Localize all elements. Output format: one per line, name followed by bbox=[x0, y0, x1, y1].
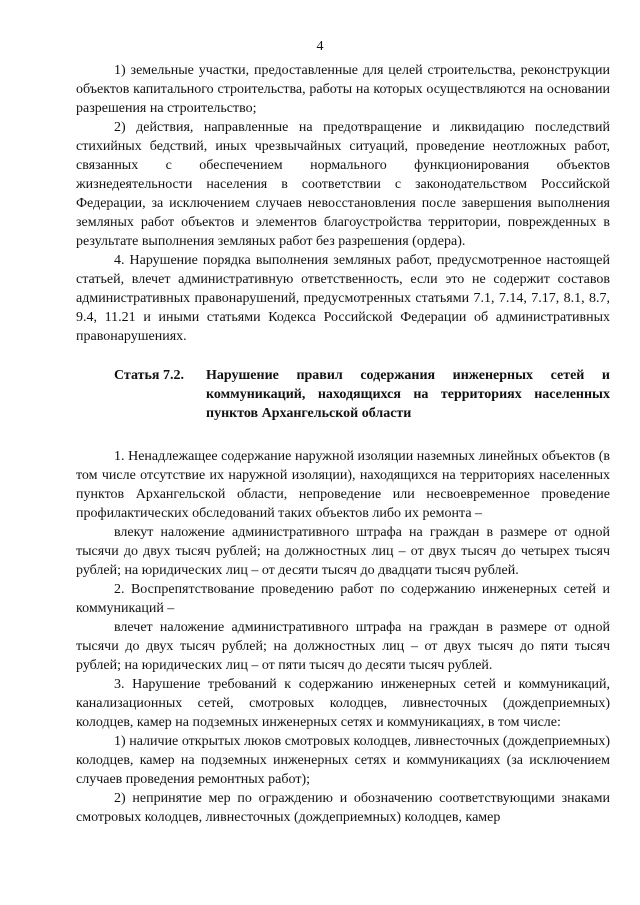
paragraph: влекут наложение административного штрафа на граждан в размере от одной тысячи до двух тысяч рублей; на должностных лиц – от двух тысяч до четырех тысяч рублей; на юридических лиц – от десяти тысяч до двадцати тысяч рублей. bbox=[76, 525, 610, 578]
paragraph: 4. Нарушение порядка выполнения земляных работ, предусмотренное настоящей статьей, влечет административную ответственность, если это не содержит составов административных правонарушений, предусмотренных статьями 7.1, 7.14, 7.17, 8.1, 8.7, 9.4, 11.21 и иными статьями Кодекса Российской Федерации об административных правонарушениях. bbox=[76, 253, 610, 344]
document-body bbox=[76, 61, 610, 827]
article-heading bbox=[76, 366, 610, 423]
article-number: Статья 7.2. bbox=[114, 368, 184, 383]
paragraph: 3. Нарушение требований к содержанию инженерных сетей и коммуникаций, канализационных сетей, смотровых колодцев, ливнесточных (дождеприемных) колодцев, камер на подземных инженерных сетях и коммуникациях, в том числе: bbox=[76, 677, 610, 730]
paragraph: 1) наличие открытых люков смотровых колодцев, ливнесточных (дождеприемных) колодцев, камер на подземных инженерных сетях и коммуникациях (за исключением случаев проведения ремонтных работ); bbox=[76, 734, 610, 787]
paragraph: 1) земельные участки, предоставленные для целей строительства, реконструкции объектов капитального строительства, работы на которых осуществляются на основании разрешения на строительство; bbox=[76, 63, 610, 116]
paragraph: 2. Воспрепятствование проведению работ по содержанию инженерных сетей и коммуникаций – bbox=[76, 582, 610, 616]
paragraph: 1. Ненадлежащее содержание наружной изоляции наземных линейных объектов (в том числе отсутствие их наружной изоляции), находящихся на территориях населенных пунктов Архангельской области, непроведение или несвоевременное проведение профилактических обследований таких объектов либо их ремонта – bbox=[76, 449, 610, 521]
article-title: Нарушение правил содержания инженерных сетей и коммуникаций, находящихся на территориях населенных пунктов Архангельской области bbox=[206, 368, 610, 421]
paragraph: 2) действия, направленные на предотвращение и ликвидацию последствий стихийных бедствий, иных чрезвычайных ситуаций, проведение неотложных работ, связанных с обеспечением нормального функционирования объектов жизнедеятельности населения в соответствии с законодательством Российской Федерации, за исключением случаев невосстановления после завершения выполнения земляных работ объектов и элементов благоустройства территории, поврежденных в результате выполнения земляных работ без разрешения (ордера). bbox=[76, 120, 610, 249]
paragraph: 2) непринятие мер по ограждению и обозначению соответствующими знаками смотровых колодцев, ливнесточных (дождеприемных) колодцев, камер bbox=[76, 791, 610, 825]
page-number: 4 bbox=[316, 39, 324, 54]
paragraph: влечет наложение административного штрафа на граждан в размере от одной тысячи до двух тысяч рублей; на должностных лиц – от двух тысяч до пяти тысяч рублей; на юридических лиц – от пяти тысяч до десяти тысяч рублей. bbox=[76, 620, 610, 673]
